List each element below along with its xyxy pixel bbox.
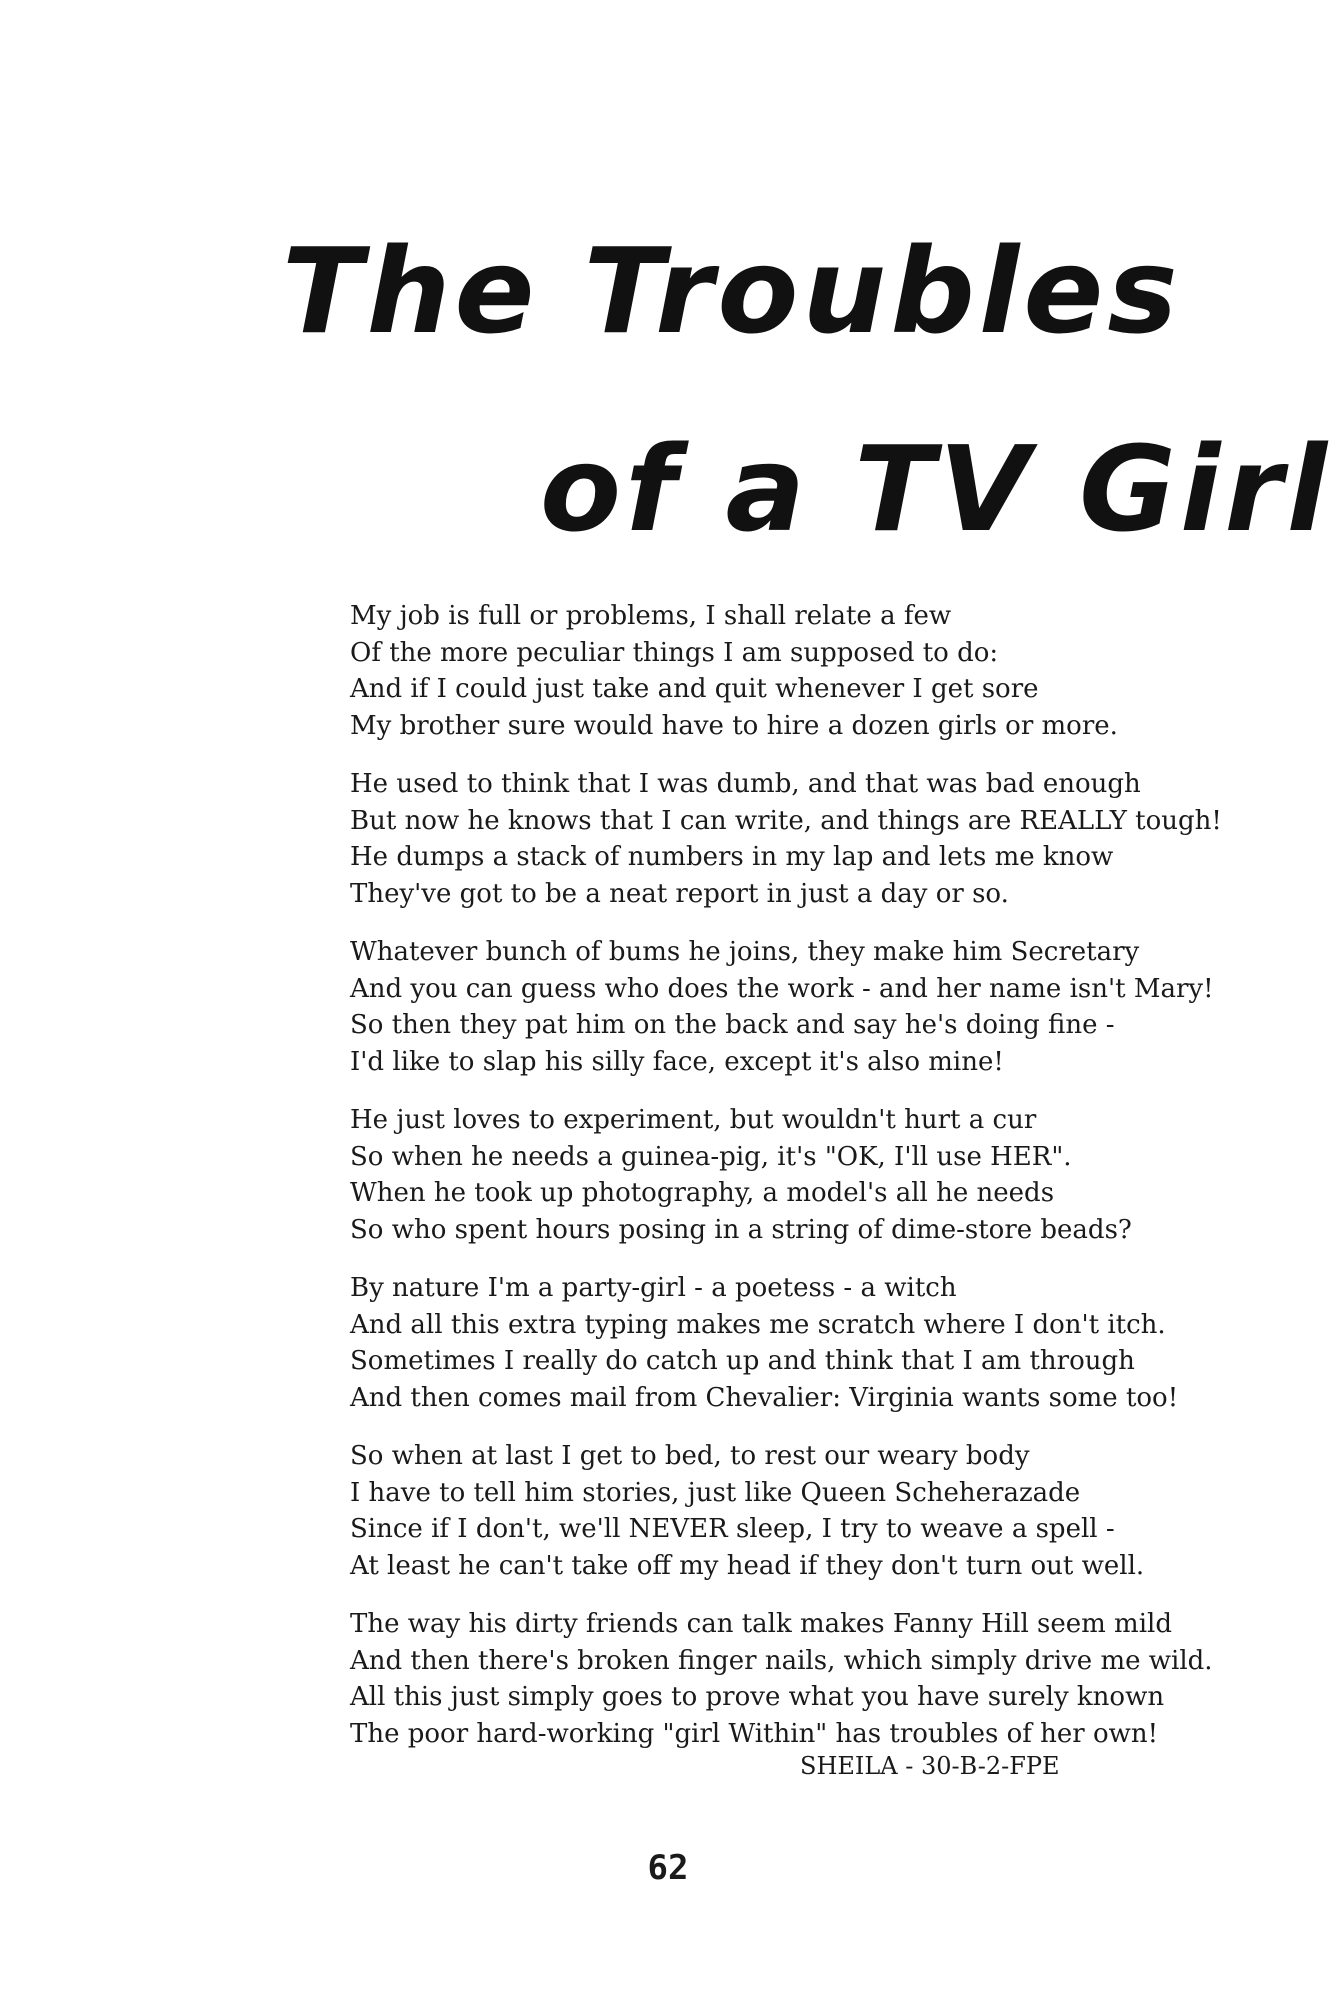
poem-line: And then comes mail from Chevalier: Virginia wants some too!	[350, 1382, 1179, 1413]
poem-line: And if I could just take and quit whenever I get sore	[350, 674, 1039, 704]
poem-line: So then they pat him on the back and say he's doing fine -	[350, 1010, 1115, 1040]
poem-line: Since if I don't, we'll NEVER sleep, I try to weave a spell -	[350, 1514, 1115, 1544]
poem-line: And then there's broken finger nails, which simply drive me wild.	[350, 1645, 1213, 1676]
poem-line: And you can guess who does the work - and her name isn't Mary!	[350, 973, 1214, 1004]
poem-line: My brother sure would have to hire a dozen girls or more.	[350, 710, 1118, 741]
poem-line: All this just simply goes to prove what you have surely known	[350, 1682, 1165, 1712]
stanza-4	[350, 1102, 1250, 1248]
stanza-1	[350, 598, 1250, 744]
poem-line: They've got to be a neat report in just a day or so.	[350, 878, 1009, 909]
poem-line: So when he needs a guinea-pig, it's "OK, I'll use HER".	[350, 1141, 1072, 1172]
poem-line: And all this extra typing makes me scratch where I don't itch.	[350, 1309, 1166, 1340]
poem-line: When he took up photography, a model's all he needs	[350, 1178, 1055, 1208]
page-number: 62	[647, 1848, 689, 1888]
poem-line: He dumps a stack of numbers in my lap and lets me know	[350, 842, 1114, 872]
poem-line: But now he knows that I can write, and things are REALLY tough!	[350, 805, 1222, 836]
stanza-7	[350, 1606, 1250, 1752]
poem-line: By nature I'm a party-girl - a poetess - a witch	[350, 1273, 957, 1303]
stanza-3	[350, 934, 1250, 1080]
poem-line: The way his dirty friends can talk makes Fanny Hill seem mild	[350, 1609, 1172, 1639]
poem-line: So when at last I get to bed, to rest our weary body	[350, 1441, 1030, 1471]
poem-body	[350, 598, 1250, 1774]
poem-line: I'd like to slap his silly face, except it's also mine!	[350, 1046, 1004, 1077]
poem-line: Of the more peculiar things I am supposed to do:	[350, 637, 999, 668]
stanza-2	[350, 766, 1250, 912]
poem-line: My job is full or problems, I shall relate a few	[350, 601, 952, 631]
poem-line: Sometimes I really do catch up and think that I am through	[350, 1346, 1135, 1376]
poem-line: So who spent hours posing in a string of dime-store beads?	[350, 1214, 1132, 1245]
poem-line: He used to think that I was dumb, and that was bad enough	[350, 769, 1141, 799]
stanza-5	[350, 1270, 1250, 1416]
stanza-6	[350, 1438, 1250, 1584]
author-signature: SHEILA - 30-B-2-FPE	[800, 1752, 1060, 1780]
poem-line: Whatever bunch of bums he joins, they make him Secretary	[350, 937, 1140, 967]
title-line-2: of a TV Girl	[540, 420, 1332, 558]
title-line-1: The Troubles	[282, 222, 1182, 360]
poem-line: I have to tell him stories, just like Queen Scheherazade	[350, 1477, 1081, 1508]
poem-line: The poor hard-working "girl Within" has troubles of her own!	[350, 1718, 1159, 1749]
poem-line: He just loves to experiment, but wouldn't hurt a cur	[350, 1105, 1037, 1135]
poem-line: At least he can't take off my head if they don't turn out well.	[350, 1550, 1145, 1581]
